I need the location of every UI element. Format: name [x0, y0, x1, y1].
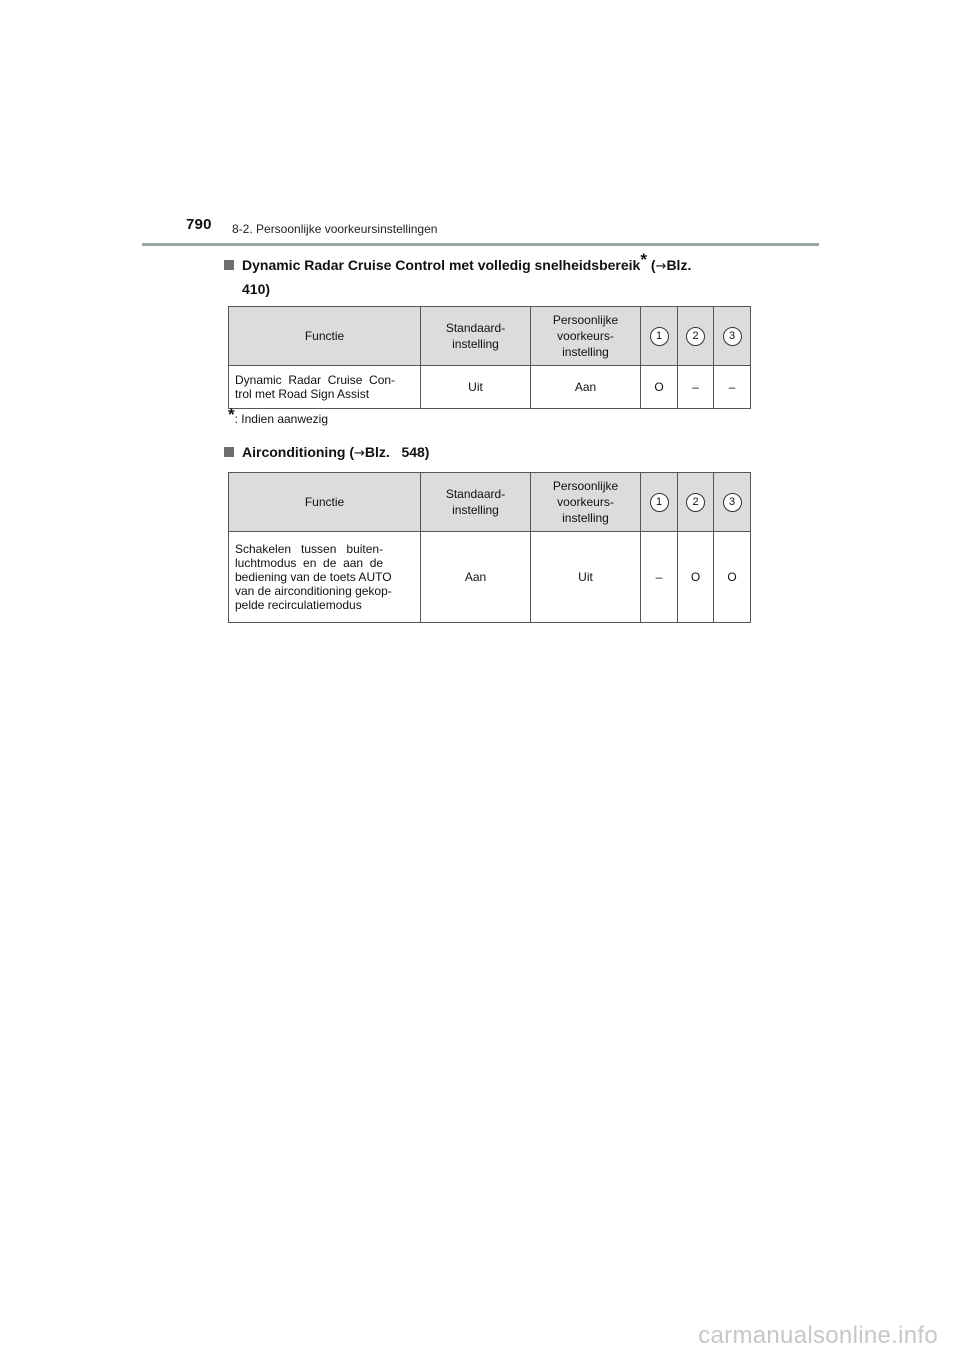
running-header: 8-2. Persoonlijke voorkeursinstellingen: [232, 222, 438, 236]
column-header-mode-2: [678, 473, 714, 532]
footnote: *: Indien aanwezig: [228, 405, 329, 426]
asterisk-mark: *: [640, 250, 647, 269]
settings-table-radar-cruise: [228, 306, 751, 409]
arrow-right-icon: →: [353, 446, 365, 461]
page-number: 790: [186, 216, 212, 233]
cell-default: Aan: [421, 532, 531, 623]
column-header-mode-1: [641, 473, 678, 532]
cell-mode-1: –: [641, 532, 678, 623]
circled-1-icon: 1: [650, 493, 669, 512]
column-header-mode-2: [678, 307, 714, 366]
cell-function: Schakelen tussen buiten- luchtmodus en de aan de bediening van de toets AUTO van de airconditioning gekop- pelde recirculatiemodus: [229, 532, 421, 623]
section-heading-radar-cruise: Dynamic Radar Cruise Control met volledig snelheidsbereik* (→Blz. 410): [224, 254, 749, 300]
cell-mode-1: O: [641, 366, 678, 409]
cell-mode-3: O: [714, 532, 751, 623]
column-header-mode-1: [641, 307, 678, 366]
table-header-row: [229, 307, 751, 366]
cell-function: Dynamic Radar Cruise Con- trol met Road Sign Assist: [229, 366, 421, 409]
circled-2-icon: 2: [686, 327, 705, 346]
square-bullet-icon: [224, 447, 234, 457]
column-header-custom: Persoonlijke voorkeurs- instelling: [531, 307, 641, 366]
table-row: [229, 532, 751, 623]
table-row: [229, 366, 751, 409]
column-header-function: Functie: [229, 473, 421, 532]
circled-3-icon: 3: [723, 493, 742, 512]
cell-custom: Aan: [531, 366, 641, 409]
cell-custom: Uit: [531, 532, 641, 623]
column-header-mode-3: [714, 473, 751, 532]
cell-default: Uit: [421, 366, 531, 409]
circled-2-icon: 2: [686, 493, 705, 512]
page-reference: 410): [242, 281, 271, 297]
cell-mode-2: –: [678, 366, 714, 409]
site-watermark: carmanualsonline.info: [698, 1322, 938, 1349]
column-header-function: Functie: [229, 307, 421, 366]
cell-mode-2: O: [678, 532, 714, 623]
square-bullet-icon: [224, 260, 234, 270]
section-heading-airconditioning: Airconditioning (→Blz. 548): [224, 441, 749, 465]
asterisk-mark: *: [228, 405, 235, 424]
cell-mode-3: –: [714, 366, 751, 409]
column-header-default: Standaard- instelling: [421, 473, 531, 532]
column-header-custom: Persoonlijke voorkeurs- instelling: [531, 473, 641, 532]
column-header-default: Standaard- instelling: [421, 307, 531, 366]
table-header-row: [229, 473, 751, 532]
circled-3-icon: 3: [723, 327, 742, 346]
circled-1-icon: 1: [650, 327, 669, 346]
header-rule: [142, 243, 819, 246]
settings-table-airconditioning: [228, 472, 751, 623]
arrow-right-icon: →: [655, 259, 667, 274]
column-header-mode-3: [714, 307, 751, 366]
